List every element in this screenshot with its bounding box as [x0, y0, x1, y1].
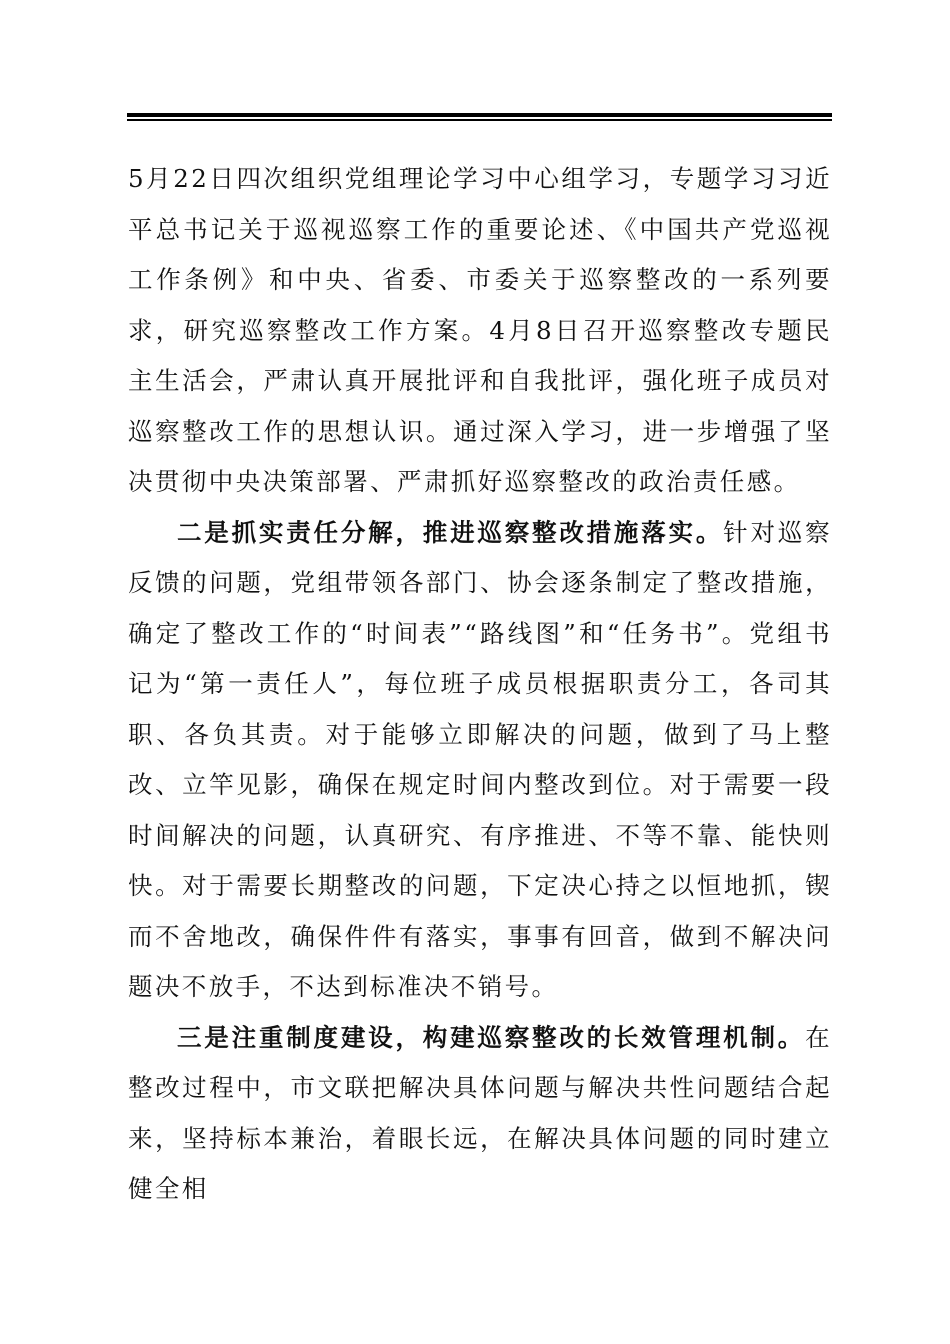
- paragraph-continuation: [128, 154, 832, 508]
- paragraph-text: 5月22日四次组织党组理论学习中心组学习，专题学习习近平总书记关于巡视巡察工作的重要论述、《中国共产党巡视工作条例》和中央、省委、市委关于巡察整改的一系列要求，研究巡察整改工作方案。4月8日召开巡察整改专题民主生活会，严肃认真开展批评和自我批评，强化班子成员对巡察整改工作的思想认识。通过深入学习，进一步增强了坚决贯彻中央决策部署、严肃抓好巡察整改的政治责任感。: [128, 164, 832, 496]
- paragraph-lead: 三是注重制度建设，构建巡察整改的长效管理机制。: [177, 1022, 806, 1052]
- document-body: [128, 154, 832, 1215]
- header-double-rule-thick: [127, 113, 832, 117]
- paragraph-lead: 二是抓实责任分解，推进巡察整改措施落实。: [177, 517, 724, 547]
- header-double-rule-thin: [127, 119, 832, 121]
- paragraph-text: 针对巡察反馈的问题，党组带领各部门、协会逐条制定了整改措施，确定了整改工作的“时间表”“路线图”和“任务书”。党组书记为“第一责任人”，每位班子成员根据职责分工，各司其职、各负其责。对于能够立即解决的问题，做到了马上整改、立竿见影，确保在规定时间内整改到位。对于需要一段时间解决的问题，认真研究、有序推进、不等不靠、能快则快。对于需要长期整改的问题，下定决心持之以恒地抓，锲而不舍地改，确保件件有落实，事事有回音，做到不解决问题决不放手，不达到标准决不销号。: [128, 517, 832, 1001]
- paragraph-text: 在整改过程中，市文联把解决具体问题与解决共性问题结合起来，坚持标本兼治，着眼长远，在解决具体问题的同时建立健全相: [128, 1022, 832, 1203]
- paragraph-item-three: [128, 1013, 832, 1215]
- paragraph-item-two: [128, 508, 832, 1013]
